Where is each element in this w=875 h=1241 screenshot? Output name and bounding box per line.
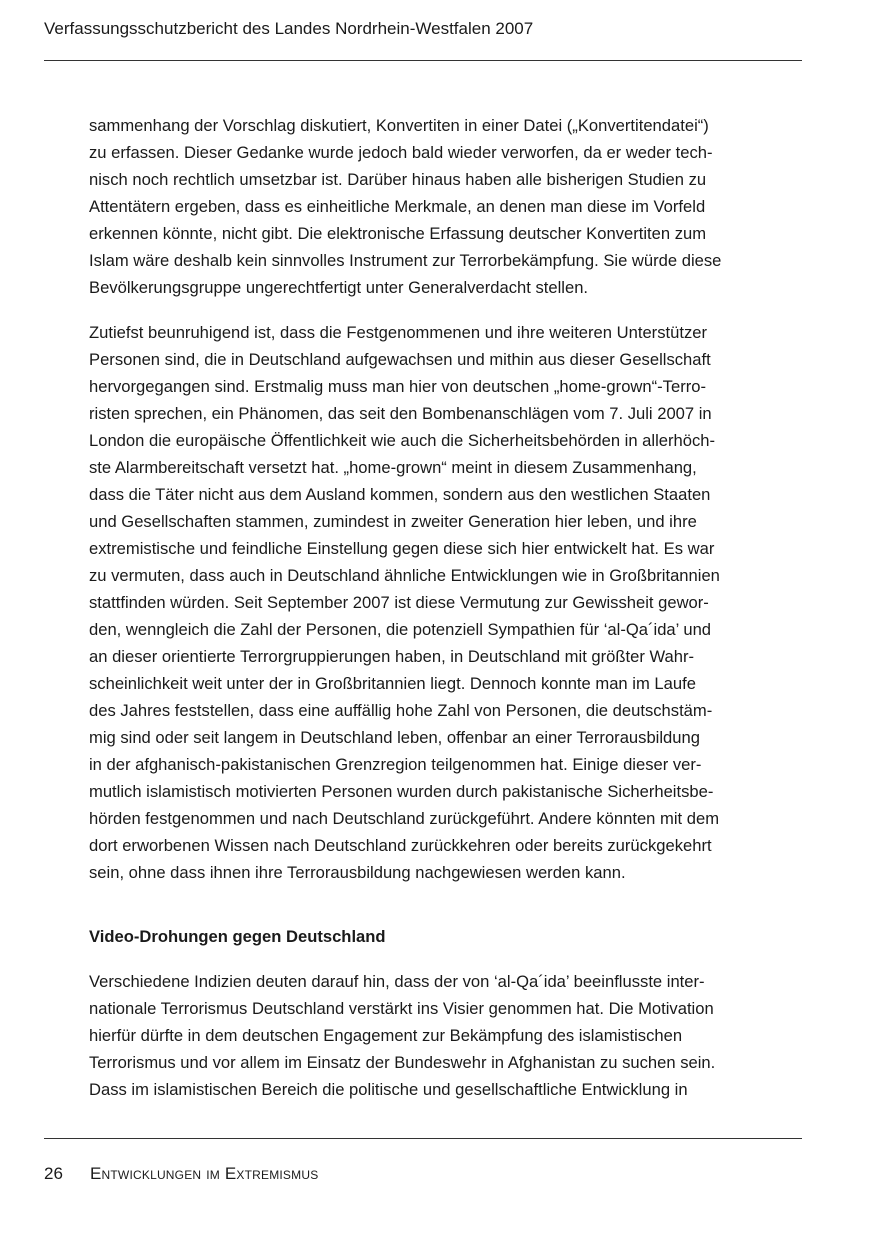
footer-divider	[44, 1138, 802, 1139]
text-line: dass die Täter nicht aus dem Ausland kommen, sondern aus den westlichen Staaten	[89, 485, 711, 504]
text-line: nisch noch rechtlich umsetzbar ist. Darüber hinaus haben alle bisherigen Studien zu	[89, 170, 707, 189]
text-line: Verschiedene Indizien deuten darauf hin, dass der von ‘al-Qa´ida’ beeinflusste inter-	[89, 972, 705, 991]
text-line: zu vermuten, dass auch in Deutschland ähnliche Entwicklungen wie in Großbritannien	[89, 566, 720, 585]
text-line: London die europäische Öffentlichkeit wie auch die Sicherheitsbehörden in allerhöch-	[89, 431, 716, 450]
section-title: Entwicklungen im Extremismus	[90, 1164, 319, 1183]
text-line: und Gesellschaften stammen, zumindest in zweiter Generation hier leben, und ihre	[89, 512, 697, 531]
text-line: des Jahres feststellen, dass eine auffällig hohe Zahl von Personen, die deutschstäm-	[89, 701, 713, 720]
paragraph	[89, 112, 805, 301]
text-line: mutlich islamistisch motivierten Personen wurden durch pakistanische Sicherheitsbe-	[89, 782, 714, 801]
text-line: sammenhang der Vorschlag diskutiert, Konvertiten in einer Datei („Konvertitendatei“)	[89, 116, 709, 135]
running-header: Verfassungsschutzbericht des Landes Nordrhein-Westfalen 2007	[44, 19, 534, 38]
text-line: sein, ohne dass ihnen ihre Terrorausbildung nachgewiesen werden kann.	[89, 863, 626, 882]
text-line: ste Alarmbereitschaft versetzt hat. „home-grown“ meint in diesem Zusammenhang,	[89, 458, 697, 477]
text-line: mig sind oder seit langem in Deutschland leben, offenbar an einer Terrorausbildung	[89, 728, 700, 747]
text-line: Attentätern ergeben, dass es einheitliche Merkmale, an denen man diese im Vorfeld	[89, 197, 706, 216]
page-footer	[44, 1163, 802, 1185]
text-line: Personen sind, die in Deutschland aufgewachsen und mithin aus dieser Gesellschaft	[89, 350, 711, 369]
text-line: an dieser orientierte Terrorgruppierungen haben, in Deutschland mit größter Wahr-	[89, 647, 695, 666]
text-line: Islam wäre deshalb kein sinnvolles Instrument zur Terrorbekämpfung. Sie würde diese	[89, 251, 722, 270]
text-line: Dass im islamistischen Bereich die politische und gesellschaftliche Entwicklung in	[89, 1080, 688, 1099]
text-line: zu erfassen. Dieser Gedanke wurde jedoch bald wieder verworfen, da er weder tech-	[89, 143, 713, 162]
text-line: in der afghanisch-pakistanischen Grenzregion teilgenommen hat. Einige dieser ver-	[89, 755, 702, 774]
page-number: 26	[44, 1164, 63, 1183]
text-line: erkennen könnte, nicht gibt. Die elektronische Erfassung deutscher Konvertiten zum	[89, 224, 707, 243]
text-line: Terrorismus und vor allem im Einsatz der Bundeswehr in Afghanistan zu suchen sein.	[89, 1053, 716, 1072]
text-line: Bevölkerungsgruppe ungerechtfertigt unter Generalverdacht stellen.	[89, 278, 589, 297]
text-line: hörden festgenommen und nach Deutschland zurückgeführt. Andere könnten mit dem	[89, 809, 720, 828]
text-line: hierfür dürfte in dem deutschen Engagement zur Bekämpfung des islamistischen	[89, 1026, 683, 1045]
text-line: extremistische und feindliche Einstellung gegen diese sich hier entwickelt hat. Es war	[89, 539, 715, 558]
body-text	[89, 112, 805, 1103]
text-line: den, wenngleich die Zahl der Personen, die potenziell Sympathien für ‘al-Qa´ida’ und	[89, 620, 712, 639]
text-line: nationale Terrorismus Deutschland verstärkt ins Visier genommen hat. Die Motivation	[89, 999, 714, 1018]
paragraph	[89, 319, 805, 886]
paragraph	[89, 968, 805, 1103]
text-line: risten sprechen, ein Phänomen, das seit den Bombenanschlägen vom 7. Juli 2007 in	[89, 404, 712, 423]
header-divider	[44, 60, 802, 61]
text-line: dort erworbenen Wissen nach Deutschland zurückkehren oder bereits zurückgekehrt	[89, 836, 712, 855]
text-line: scheinlichkeit weit unter der in Großbritannien liegt. Dennoch konnte man im Laufe	[89, 674, 696, 693]
text-line: Zutiefst beunruhigend ist, dass die Festgenommenen und ihre weiteren Unterstützer	[89, 323, 707, 342]
section-heading: Video-Drohungen gegen Deutschland	[89, 927, 386, 946]
text-line: hervorgegangen sind. Erstmalig muss man hier von deutschen „home-grown“-Terro-	[89, 377, 707, 396]
text-line: stattfinden würden. Seit September 2007 ist diese Vermutung zur Gewissheit gewor-	[89, 593, 709, 612]
